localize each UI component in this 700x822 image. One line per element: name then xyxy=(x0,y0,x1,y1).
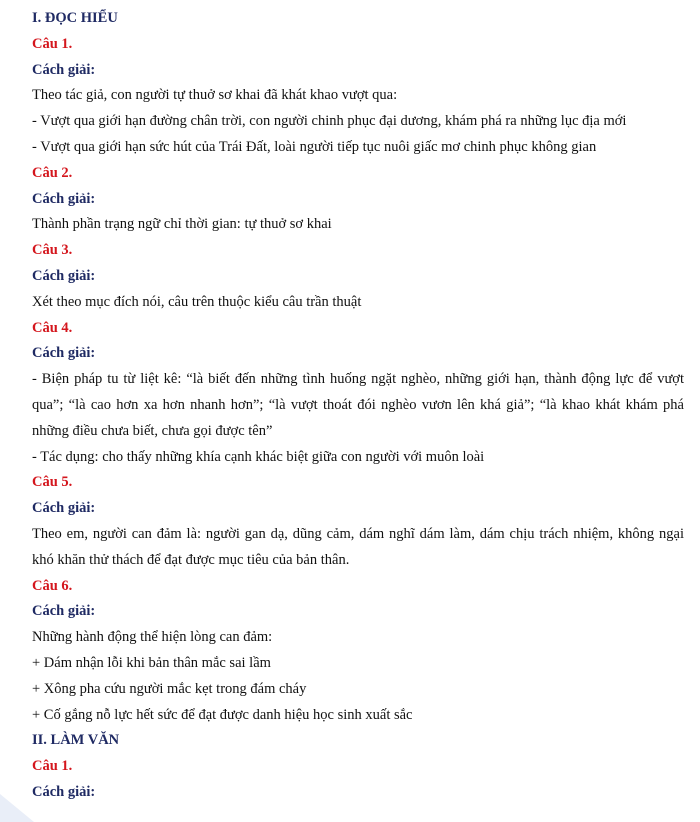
answer-line: - Vượt qua giới hạn đường chân trời, con người chinh phục đại dương, khám phá ra những lục địa mới xyxy=(32,113,627,130)
answer-line: - Vượt qua giới hạn sức hút của Trái Đất, loài người tiếp tục nuôi giấc mơ chinh phục không gian xyxy=(32,138,597,155)
section-heading-writing: II. LÀM VĂN xyxy=(32,732,120,749)
solution-label: Cách giải: xyxy=(32,603,96,620)
question-4-label: Câu 4. xyxy=(32,319,73,336)
answer-line: Những hành động thể hiện lòng can đảm: xyxy=(32,629,273,646)
answer-line: Xét theo mục đích nói, câu trên thuộc kiểu câu trần thuật xyxy=(32,293,362,310)
question-1-label: Câu 1. xyxy=(32,758,73,775)
question-3-label: Câu 3. xyxy=(32,242,73,259)
solution-label: Cách giải: xyxy=(32,61,96,78)
question-6-label: Câu 6. xyxy=(32,577,73,594)
solution-label: Cách giải: xyxy=(32,267,96,284)
answer-line: + Cố gắng nỗ lực hết sức để đạt được danh hiệu học sinh xuất sắc xyxy=(32,706,413,723)
answer-line: + Xông pha cứu người mắc kẹt trong đám cháy xyxy=(32,680,307,697)
question-2-label: Câu 2. xyxy=(32,164,73,181)
answer-paragraph: - Biện pháp tu từ liệt kê: “là biết đến những tình huống ngặt nghèo, những giới hạn, thành động lực để vượt qua”; “là cao hơn xa hơn nhanh hơn”; “là vượt thoát đói nghèo vươn lên khá giả”; “là khao khát khám phá những điều chưa biết, chưa gọi được tên” xyxy=(32,371,684,439)
solution-label: Cách giải: xyxy=(32,190,96,207)
answer-line: Thành phần trạng ngữ chỉ thời gian: tự thuở sơ khai xyxy=(32,216,332,233)
solution-label: Cách giải: xyxy=(32,345,96,362)
answer-paragraph: Theo em, người can đảm là: người gan dạ, dũng cảm, dám nghĩ dám làm, dám chịu trách nhiệm, không ngại khó khăn thử thách để đạt được mục tiêu của bản thân. xyxy=(32,525,684,568)
answer-line: - Tác dụng: cho thấy những khía cạnh khác biệt giữa con người với muôn loài xyxy=(32,448,485,465)
question-5-label: Câu 5. xyxy=(32,474,73,491)
section-heading-reading: I. ĐỌC HIỂU xyxy=(32,10,118,26)
solution-label: Cách giải: xyxy=(32,500,96,517)
question-1-label: Câu 1. xyxy=(32,35,73,52)
solution-label: Cách giải: xyxy=(32,783,96,800)
corner-decoration xyxy=(0,782,34,822)
answer-line: + Dám nhận lỗi khi bản thân mắc sai lầm xyxy=(32,654,271,671)
answer-line: Theo tác giả, con người tự thuở sơ khai đã khát khao vượt qua: xyxy=(32,87,398,104)
